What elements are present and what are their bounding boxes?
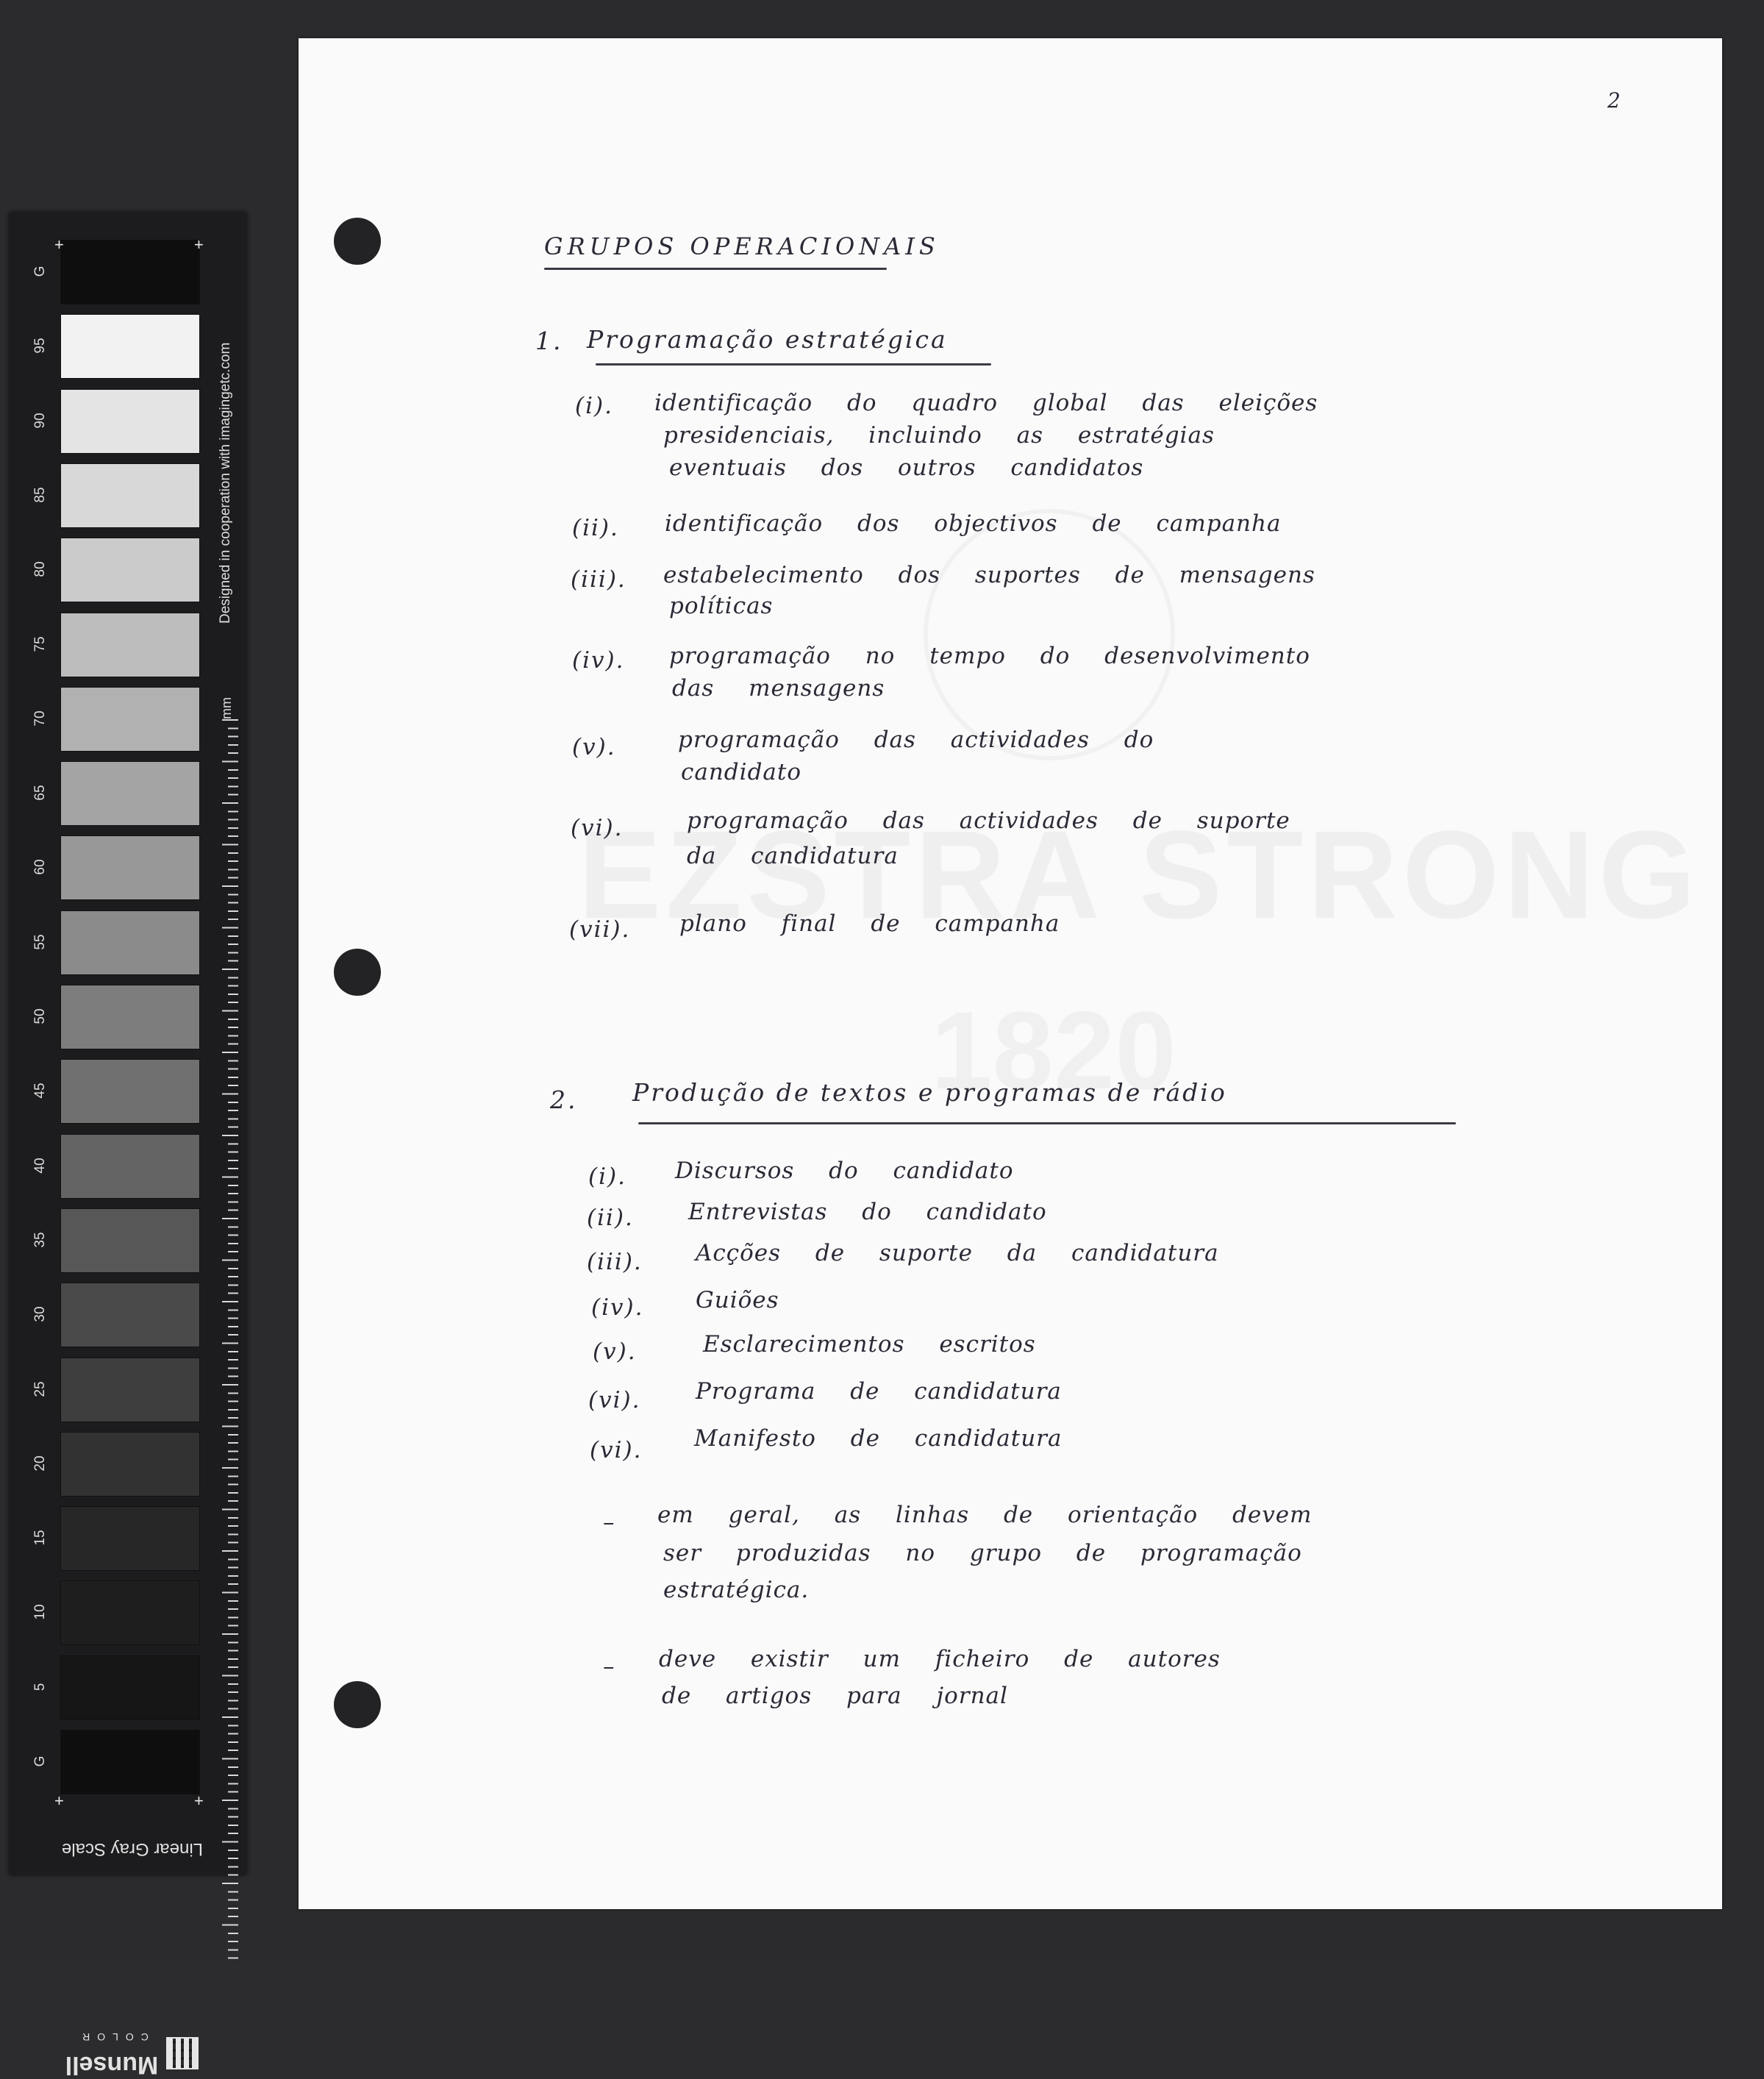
item-marker: (v). <box>593 1338 637 1365</box>
gray-patch-label: 75 <box>32 635 48 652</box>
brand-name: Munsell <box>65 2051 159 2079</box>
gray-patch <box>60 687 200 752</box>
item-line: programação das actividades de suporte <box>687 807 1290 834</box>
item-line: Discursos do candidato <box>675 1158 1014 1184</box>
gray-patch <box>60 463 200 528</box>
item-line: presidenciais, incluindo as estratégias <box>663 422 1215 449</box>
item-line: Programa de candidatura <box>696 1378 1062 1405</box>
cooperation-text: Designed in cooperation with imagingetc.com <box>218 342 233 624</box>
item-marker: (iii). <box>571 566 626 593</box>
item-marker: (ii). <box>587 1205 634 1231</box>
plus-mark: + <box>54 1791 64 1810</box>
plus-mark: + <box>194 1791 204 1810</box>
gray-patch <box>60 835 200 900</box>
item-marker: (ii). <box>572 515 619 541</box>
gray-patch <box>60 1580 200 1645</box>
note-line: de artigos para jornal <box>662 1683 1008 1709</box>
gray-patch <box>60 314 200 379</box>
item-marker: (vi). <box>588 1387 641 1413</box>
gray-patch-label: 20 <box>32 1455 48 1472</box>
item-marker: (iv). <box>591 1294 644 1321</box>
item-line: políticas <box>669 593 774 619</box>
item-line: candidato <box>681 759 802 785</box>
punch-hole <box>334 218 381 265</box>
gray-scale-card <box>9 212 247 2079</box>
item-line: da candidatura <box>687 843 899 869</box>
gray-patch <box>60 1730 200 1794</box>
item-line: Esclarecimentos escritos <box>703 1331 1036 1358</box>
note-marker: – <box>603 1509 616 1536</box>
item-marker: (iii). <box>587 1249 643 1275</box>
gray-patch-label: 25 <box>32 1380 48 1397</box>
item-line: programação das actividades do <box>678 727 1154 753</box>
gray-patch <box>60 538 200 602</box>
section-title: Produção de textos e programas de rádio <box>632 1078 1227 1107</box>
section-number: 1. <box>535 327 563 355</box>
gray-patch-label: 70 <box>32 710 48 727</box>
gray-patch-label: 30 <box>32 1306 48 1322</box>
gray-patch-label: G <box>32 265 48 277</box>
gray-patch-label: 10 <box>32 1604 48 1620</box>
gray-patch-label: 60 <box>32 859 48 875</box>
punch-hole <box>334 949 381 996</box>
item-line: Acções de suporte da candidatura <box>696 1240 1219 1266</box>
gray-patch-label: 45 <box>32 1083 48 1099</box>
item-marker: (i). <box>575 393 613 419</box>
gray-patch <box>60 1283 200 1347</box>
item-marker: (vi). <box>571 815 624 841</box>
section-title-underline <box>638 1122 1456 1124</box>
section-number: 2. <box>550 1085 578 1114</box>
page-heading: GRUPOS OPERACIONAIS <box>544 232 940 260</box>
item-line: Guiões <box>696 1287 779 1313</box>
punch-hole <box>334 1681 381 1728</box>
item-line: programação no tempo do desenvolvimento <box>669 643 1310 669</box>
gray-patch <box>60 240 200 304</box>
gray-patch <box>60 985 200 1049</box>
gray-patch-label: G <box>32 1755 48 1767</box>
gray-patch <box>60 1655 200 1720</box>
page-number: 2 <box>1607 88 1621 113</box>
item-marker: (v). <box>572 734 616 760</box>
gray-patch-label: 35 <box>32 1232 48 1248</box>
unit-label: mm <box>219 697 234 719</box>
plus-mark: + <box>194 235 204 254</box>
gray-patch-label: 55 <box>32 934 48 950</box>
item-line: Entrevistas do candidato <box>688 1199 1047 1225</box>
gray-patch <box>60 1208 200 1273</box>
gray-patch-label: 15 <box>32 1530 48 1546</box>
item-line: plano final de campanha <box>679 910 1060 937</box>
note-marker: – <box>603 1653 616 1680</box>
gray-patch <box>60 613 200 677</box>
note-line: em geral, as linhas de orientação devem <box>657 1502 1313 1528</box>
heading-underline <box>544 268 887 270</box>
gray-patch-label: 90 <box>32 413 48 429</box>
plus-mark: + <box>54 235 64 254</box>
ruler-minor-ticks <box>222 719 238 1962</box>
item-line: estabelecimento dos suportes de mensagens <box>663 562 1315 588</box>
gray-patch-label: 80 <box>32 561 48 577</box>
gray-patch-label: 40 <box>32 1158 48 1174</box>
gray-patch <box>60 1059 200 1124</box>
item-marker: (i). <box>588 1163 626 1190</box>
item-line: identificação do quadro global das eleições <box>654 390 1318 416</box>
item-line: das mensagens <box>672 675 885 702</box>
gray-patch-label: 95 <box>32 338 48 354</box>
gray-patch <box>60 910 200 975</box>
scale-name: Linear Gray Scale <box>61 1839 204 1859</box>
item-marker: (iv). <box>572 647 625 674</box>
gray-patch-label: 85 <box>32 487 48 503</box>
section-title-underline <box>596 363 991 365</box>
gray-patch <box>60 389 200 454</box>
watermark-emblem <box>924 509 1175 760</box>
gray-patch <box>60 1506 200 1571</box>
gray-patch <box>60 761 200 826</box>
note-line: ser produzidas no grupo de programação <box>663 1540 1302 1566</box>
gray-patch <box>60 1432 200 1497</box>
gray-patch <box>60 1358 200 1422</box>
item-line: eventuais dos outros candidatos <box>669 454 1144 481</box>
item-line: Manifesto de candidatura <box>694 1425 1063 1452</box>
gray-patch <box>60 1134 200 1199</box>
gray-patch-label: 50 <box>32 1008 48 1024</box>
paper-sheet <box>299 38 1722 1909</box>
brand-sub: COLOR <box>75 2031 149 2043</box>
item-line: identificação dos objectivos de campanha <box>665 510 1282 537</box>
section-title: Programação estratégica <box>587 325 948 354</box>
item-marker: (vii). <box>569 916 631 943</box>
gray-patch-label: 65 <box>32 785 48 801</box>
note-line: deve existir um ficheiro de autores <box>659 1646 1221 1672</box>
munsell-logo-icon <box>166 2037 199 2069</box>
note-line: estratégica. <box>663 1577 810 1603</box>
item-marker: (vi). <box>590 1437 643 1463</box>
gray-patch-label: 5 <box>32 1683 48 1691</box>
